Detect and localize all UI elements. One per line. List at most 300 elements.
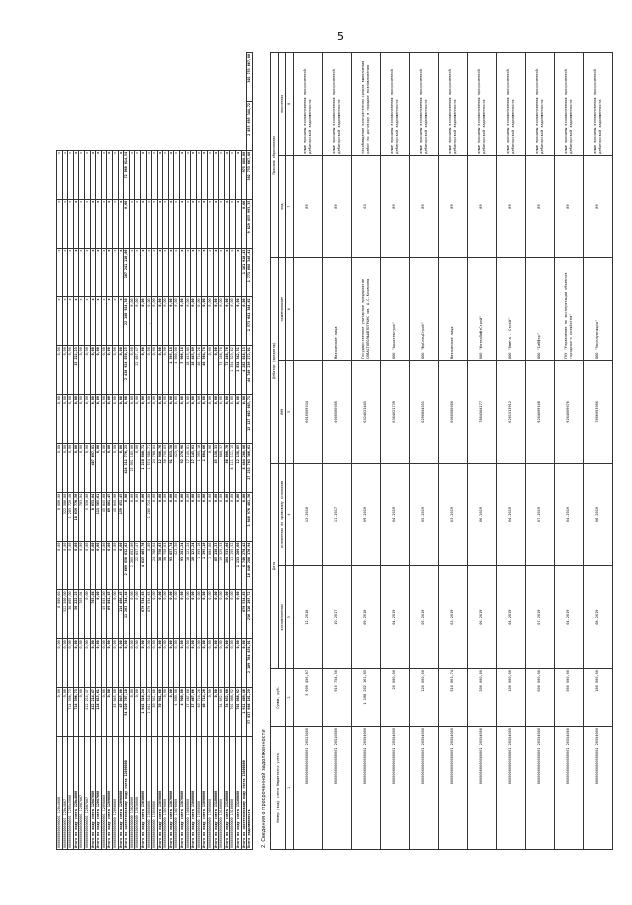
amount-cell: x — [163, 150, 169, 199]
amount-cell: 0,00 — [224, 590, 230, 639]
reason-code-cell: 89 — [322, 155, 351, 258]
amount-cell: 0,00 — [191, 395, 197, 444]
amount-cell: 0,00 — [157, 492, 163, 541]
amount-cell: 0,00 — [135, 492, 141, 541]
amount-cell: x — [101, 248, 107, 297]
amount-cell: 22 657,47 — [135, 541, 141, 590]
amount-cell: x — [107, 199, 113, 248]
amount-cell: 0,00 — [101, 639, 107, 688]
amount-cell: 17 145,01 — [191, 443, 197, 492]
amount-cell: 0,00 — [236, 297, 242, 346]
amount-cell: 1 285 724,00 — [146, 492, 152, 541]
amount-cell: 10 039 776,50 — [73, 492, 79, 541]
amount-cell: 0,00 — [213, 590, 219, 639]
amount-cell: 0,00 — [185, 297, 191, 346]
date-due-cell: 04.2019 — [496, 463, 525, 566]
amount-cell: 0,00 — [118, 346, 124, 395]
account-code-cell: Итого по коду счета 120ь4000 — [73, 737, 79, 850]
amount-cell: 0,00 — [191, 590, 197, 639]
amount-cell: 1 604,66 — [202, 443, 208, 492]
amount-cell: 0,00 — [107, 639, 113, 688]
amount-cell: x — [73, 150, 79, 199]
amount-cell: 0,00 — [62, 541, 68, 590]
overdue-row — [322, 53, 351, 850]
amount-cell: 0,00 — [140, 492, 146, 541]
account-code-cell: 00000000000000 13090000 — [196, 737, 202, 850]
amount-cell: 1 395,18 — [196, 541, 202, 590]
amount-cell: 86 006,70 — [224, 443, 230, 492]
reason-code-cell: 89 — [554, 155, 583, 258]
amount-cell: 0,00 — [140, 346, 146, 395]
col-explanation: пояснения — [278, 53, 286, 156]
amount-cell: 0,00 — [135, 395, 141, 444]
inn-cell: 6324021445 — [351, 361, 380, 464]
amount-cell: x — [90, 248, 96, 297]
amount-cell: 0,00 — [79, 346, 85, 395]
sum-cell: 3 909 456,87 — [293, 669, 322, 727]
amount-cell: 703,04 — [90, 590, 96, 639]
amount-cell: 0,00 — [224, 297, 230, 346]
amount-cell: 0,00 — [135, 297, 141, 346]
amount-cell: 1 354 323,62 — [230, 346, 236, 395]
inn-cell: 9204009108 — [525, 361, 554, 464]
amount-cell: x — [112, 297, 118, 346]
sum-cell: 180 000,00 — [583, 669, 612, 727]
amount-cell: 1 395,18 — [168, 346, 174, 395]
amount-cell: x — [224, 150, 230, 199]
amount-cell: x — [84, 248, 90, 297]
amount-cell: x — [202, 199, 208, 248]
amount-cell: x — [96, 248, 102, 297]
sheet-content — [56, 52, 602, 850]
amount-cell: 0,00 — [146, 346, 152, 395]
account-code-cell: 000000000000000 13080000 — [185, 737, 191, 850]
amount-cell: x — [135, 248, 141, 297]
amount-cell: 0,00 — [163, 492, 169, 541]
amount-cell: 0,00 — [163, 395, 169, 444]
amount-cell: 0,00 — [73, 443, 79, 492]
amount-cell: 2 055 895 344,72 — [247, 102, 253, 151]
amount-cell: 0,00 — [208, 346, 214, 395]
account-code-cell: 00000000000000001 20554000 — [583, 727, 612, 850]
reason-text-cell: иные причины возникновения просроченной дебиторской задолженности — [554, 53, 583, 156]
reason-text-cell: несоблюдение контрагентом сроков выполнения работ по договору в порядке возникновения — [351, 53, 380, 156]
amount-cell: 69 861,45 — [107, 492, 113, 541]
reason-text-cell: иные причины возникновения просроченной дебиторской задолженности — [322, 53, 351, 156]
amount-cell: 0,00 — [96, 346, 102, 395]
amount-cell: 0,00 — [129, 395, 135, 444]
account-code-cell: Итого по коду счета 12087600 — [96, 737, 102, 850]
amount-cell: x — [73, 297, 79, 346]
account-code-cell: Итого по коду счета 13090000 — [202, 737, 208, 850]
amount-cell: 0,00 — [79, 688, 85, 737]
amount-cell: x — [208, 248, 214, 297]
amount-cell: 2 109 704 854,01 — [247, 639, 253, 688]
debtor-name-cell: Физические лица — [322, 258, 351, 361]
column-number: 5 — [286, 361, 294, 464]
amount-cell: x — [62, 297, 68, 346]
amount-cell: x — [146, 150, 152, 199]
sum-cell: 100 000,00 — [496, 669, 525, 727]
amount-cell: 0,00 — [101, 395, 107, 444]
amount-cell: x — [118, 150, 124, 199]
amount-cell: 15 222,23 — [73, 346, 79, 395]
amount-cell: 38 750,63 — [163, 541, 169, 590]
account-code-cell: 000000000000000 13090000 — [208, 737, 214, 850]
amount-cell: 0,00 — [124, 395, 130, 444]
amount-cell: 0,00 — [112, 590, 118, 639]
reason-code-cell: 89 — [293, 155, 322, 258]
sum-cell: 120 000,00 — [409, 669, 438, 727]
amount-cell: 18 443,89 — [191, 346, 197, 395]
amount-cell: 714 396,73 — [73, 688, 79, 737]
amount-cell: 0,00 — [140, 395, 146, 444]
amount-cell: 0,00 — [174, 639, 180, 688]
amount-cell: 322 500,00 — [62, 590, 68, 639]
amount-cell: 0,00 — [68, 443, 74, 492]
amount-cell: 0,00 — [135, 590, 141, 639]
amount-cell: 0,00 — [163, 639, 169, 688]
reason-text-cell: иные причины возникновения просроченной дебиторской задолженности — [525, 53, 554, 156]
amount-cell: 0,00 — [79, 639, 85, 688]
amount-cell: x — [146, 199, 152, 248]
reason-code-cell: 89 — [525, 155, 554, 258]
amount-cell: 0,00 — [62, 688, 68, 737]
account-code-cell: 00000000000000001 12087667 — [79, 737, 85, 850]
amount-cell: 0,00 — [107, 395, 113, 444]
amount-cell: 8 484 206,86 — [241, 443, 247, 492]
amount-cell: 0,00 — [180, 639, 186, 688]
amount-cell: 0,00 — [185, 395, 191, 444]
amount-cell: x — [224, 248, 230, 297]
account-code-cell: 000000000000000 13070000 — [163, 737, 169, 850]
amount-cell: x — [174, 150, 180, 199]
amount-cell: x — [118, 248, 124, 297]
amount-cell: 0,00 — [224, 492, 230, 541]
amount-cell: x — [107, 297, 113, 346]
amount-cell: x — [96, 199, 102, 248]
account-code-cell: 00000000000000 13050000 — [146, 737, 152, 850]
amount-cell: 0,00 — [62, 443, 68, 492]
debtor-name-cell — [293, 258, 322, 361]
column-number: 1 — [286, 727, 294, 850]
amount-cell: x — [107, 150, 113, 199]
amount-cell: 4 900,00 — [174, 688, 180, 737]
amount-cell: 0,00 — [57, 443, 63, 492]
amount-cell: x — [68, 248, 74, 297]
amount-cell: 5 350,00 — [84, 492, 90, 541]
amount-cell: x — [129, 199, 135, 248]
amount-cell: 0,00 — [185, 639, 191, 688]
account-code-cell: Итого по коду счета 13070000 — [180, 737, 186, 850]
reason-text-cell: иные причины возникновения просроченной дебиторской задолженности — [438, 53, 467, 156]
amount-cell: 50 941,66 — [152, 688, 158, 737]
amount-cell: 1 203 729,48 — [68, 492, 74, 541]
column-number: 2 — [286, 669, 294, 727]
amount-cell: 0,00 — [129, 688, 135, 737]
amount-cell: x — [62, 199, 68, 248]
amount-cell: 4 900,00 — [174, 346, 180, 395]
amount-cell: 0,00 — [118, 443, 124, 492]
amount-cell: 114 408,45 — [118, 590, 124, 639]
amount-cell: 93 857,74 — [168, 541, 174, 590]
reason-text-cell: иные причины возникновения просроченной дебиторской задолженности — [583, 53, 612, 156]
amount-cell: x — [157, 150, 163, 199]
inn-cell: 6201513912 — [496, 361, 525, 464]
amount-cell: 0,00 — [219, 297, 225, 346]
date-origin-cell: 05.2019 — [409, 566, 438, 669]
amount-cell: 975 888,00 — [241, 150, 247, 199]
amount-cell: x — [196, 199, 202, 248]
amount-cell: 0,00 — [163, 590, 169, 639]
amount-cell: x — [168, 248, 174, 297]
col-date-due: исполнения по правовому основанию — [278, 463, 286, 566]
amount-cell: 0,00 — [208, 395, 214, 444]
amount-cell: 0,00 — [152, 395, 158, 444]
amount-cell: 714 396,73 — [68, 688, 74, 737]
amount-cell: 38 750,63 — [157, 541, 163, 590]
account-code-cell: 000000000000000 12096660 — [112, 737, 118, 850]
account-code-cell: 0000000000000000 13020000 — [129, 737, 135, 850]
scan-mark: · — [149, 321, 151, 328]
debtor-name-cell: Государственное унитарное предприятие СЕВАСТОПОЛЬАВТОТРАНС им. А.С.Кочерина — [351, 258, 380, 361]
overdue-row — [525, 53, 554, 850]
amount-cell: 302 753 667,00 — [247, 53, 253, 102]
amount-cell: 0,00 — [79, 395, 85, 444]
amount-cell: 0,00 — [157, 395, 163, 444]
account-code-cell: Итого по коду счета 12096000 — [118, 737, 124, 850]
amount-cell: x — [213, 150, 219, 199]
overdue-row — [496, 53, 525, 850]
date-due-cell: 04.2019 — [380, 463, 409, 566]
amount-cell: 11 203 744,44 — [124, 590, 130, 639]
amount-cell: x — [140, 199, 146, 248]
amount-cell: 45 045,00 — [101, 492, 107, 541]
page-number: 5 — [337, 30, 344, 43]
amount-cell: 0,00 — [96, 541, 102, 590]
account-code-cell: 000000000000001 120ь4667 — [62, 737, 68, 850]
amount-cell: 0,00 — [129, 297, 135, 346]
overdue-row — [409, 53, 438, 850]
date-due-cell: 06.2019 — [467, 463, 496, 566]
inn-cell: 0000000000 — [322, 361, 351, 464]
account-code-cell: 00000000000000001 20554000 — [554, 727, 583, 850]
amount-cell: 0,00 — [84, 639, 90, 688]
amount-cell: x — [112, 199, 118, 248]
amount-cell: 0,00 — [140, 639, 146, 688]
amount-cell: x — [208, 150, 214, 199]
amount-cell: 0,00 — [62, 639, 68, 688]
amount-cell: 0,00 — [191, 297, 197, 346]
account-code-cell: 000000000000000 13100000 — [230, 737, 236, 850]
amount-cell: 18 121,24 — [191, 541, 197, 590]
col-name: наименование — [278, 258, 286, 361]
amount-cell: 0,00 — [68, 395, 74, 444]
amount-cell: x — [236, 150, 242, 199]
amount-cell: 40 714,26 — [202, 688, 208, 737]
date-origin-cell: 09.2018 — [351, 566, 380, 669]
amount-cell: x — [73, 199, 79, 248]
amount-cell: 302 753 667,00 — [247, 150, 253, 199]
amount-cell: 0,00 — [62, 346, 68, 395]
amount-cell: 0,00 — [163, 346, 169, 395]
amount-cell: 0,00 — [157, 297, 163, 346]
amount-cell: 0,00 — [180, 492, 186, 541]
amount-cell: x — [101, 297, 107, 346]
amount-cell: 0,00 — [57, 639, 63, 688]
account-code-cell: 00000000000000001 20554000 — [467, 727, 496, 850]
debtor-name-cell: ООО "Сибфэр" — [525, 258, 554, 361]
amount-cell: x — [84, 297, 90, 346]
amount-cell: 69 861,45 — [107, 590, 113, 639]
date-origin-cell: 04.2019 — [496, 566, 525, 669]
amount-cell: 2 438 924 030,25 — [124, 346, 130, 395]
amount-cell: x — [180, 199, 186, 248]
amount-cell: 36 605,00 — [68, 590, 74, 639]
amount-cell: 0,00 — [112, 395, 118, 444]
amount-cell: 0,00 — [241, 639, 247, 688]
column-number: 4 — [286, 463, 294, 566]
amount-cell: 6 053,04 — [90, 492, 96, 541]
account-code-cell: Итого по коду счета 13100000 — [224, 737, 230, 850]
amount-cell: x — [213, 199, 219, 248]
amount-cell: 18 121,24 — [185, 541, 191, 590]
amount-cell: 0,00 — [118, 395, 124, 444]
amount-cell: 0,00 — [230, 492, 236, 541]
amount-cell: 0,00 — [96, 639, 102, 688]
amount-cell: x — [79, 150, 85, 199]
inn-cell: 7806093060 — [583, 361, 612, 464]
debtor-name-cell: ООО "Архитектура" — [380, 258, 409, 361]
account-code-cell: 00000000000000001 20554000 — [380, 727, 409, 850]
amount-cell: 38 750,63 — [163, 443, 169, 492]
account-code-cell: Итого по коду счета 13100000 — [213, 737, 219, 850]
date-due-cell: 11.2017 — [322, 463, 351, 566]
amount-cell: 0,00 — [208, 297, 214, 346]
amount-cell: 113 565,61 — [96, 492, 102, 541]
amount-cell: 0,00 — [163, 297, 169, 346]
amount-cell: 4 282 018,13 — [241, 346, 247, 395]
amount-cell: 0,00 — [219, 492, 225, 541]
amount-cell: 0,00 — [202, 395, 208, 444]
amount-cell: 40 714,26 — [196, 688, 202, 737]
amount-cell: 2 669 856 632,62 — [124, 541, 130, 590]
amount-cell: 0,00 — [68, 639, 74, 688]
amount-cell: 0,00 — [213, 492, 219, 541]
amount-cell: x — [118, 199, 124, 248]
amount-cell: 703,04 — [79, 492, 85, 541]
amount-cell: 73 168,76 — [219, 346, 225, 395]
amount-cell: x — [152, 248, 158, 297]
amount-cell: x — [129, 150, 135, 199]
amount-cell: 0,00 — [84, 443, 90, 492]
amount-cell: 868,37 — [219, 443, 225, 492]
account-code-cell: Итого по коду счета 13030000 — [140, 737, 146, 850]
amount-cell: 0,00 — [168, 688, 174, 737]
reason-text-cell: иные причины возникновения просроченной дебиторской задолженности — [380, 53, 409, 156]
rotated-sheet — [56, 52, 602, 850]
amount-cell: 0,00 — [236, 492, 242, 541]
amount-cell: 15 137 662 085,71 — [247, 395, 253, 444]
amount-cell: 0,00 — [202, 492, 208, 541]
amount-cell: 45 045,00 — [101, 590, 107, 639]
amount-cell: 8 000,00 — [57, 590, 63, 639]
account-code-cell: 00000000000000001 20554000 — [525, 727, 554, 850]
amount-cell: 12 986,76 — [157, 443, 163, 492]
amount-cell: 0,00 — [219, 639, 225, 688]
amount-cell: 0,00 — [62, 395, 68, 444]
amount-cell: x — [202, 248, 208, 297]
amount-cell: x — [174, 199, 180, 248]
amount-cell: x — [57, 150, 63, 199]
section-2-title: 2. Сведения о просроченной задолженности — [261, 729, 267, 848]
amount-cell: x — [196, 150, 202, 199]
amount-cell: 0,00 — [140, 297, 146, 346]
amount-cell: 4 615 463,76 — [140, 541, 146, 590]
amount-cell: 0,00 — [96, 590, 102, 639]
amount-cell: 0,00 — [146, 541, 152, 590]
amount-cell: 0,00 — [68, 541, 74, 590]
amount-cell: 679 534,83 — [146, 590, 152, 639]
amount-cell: 0,00 — [185, 492, 191, 541]
account-code-cell: Итого по коду счета 13100000 — [236, 737, 242, 850]
amount-cell: 0,00 — [68, 346, 74, 395]
col-account: Номер (код) счета бюджетного учета — [271, 727, 286, 850]
inn-cell: 0290804051 — [409, 361, 438, 464]
amount-cell: x — [180, 150, 186, 199]
amount-cell: 0,00 — [168, 395, 174, 444]
amount-cell: 0,00 — [196, 492, 202, 541]
amount-cell: 0,00 — [73, 639, 79, 688]
amount-cell: 0,00 — [230, 590, 236, 639]
amount-cell: x — [230, 248, 236, 297]
amount-cell: x — [152, 150, 158, 199]
col-inn: ИНН — [278, 361, 286, 464]
amount-cell: x — [174, 248, 180, 297]
amount-cell: 0,00 — [174, 492, 180, 541]
amount-cell: 0,00 — [118, 639, 124, 688]
amount-cell: 50 941,66 — [157, 688, 163, 737]
amount-cell: 1 395,18 — [196, 443, 202, 492]
account-code-cell: Итого по коду счета 13050000 — [157, 737, 163, 850]
debtor-name-cell: ООО "Эксплуатация" — [583, 258, 612, 361]
amount-cell: 0,00 — [146, 297, 152, 346]
amount-cell: 423,50 — [174, 443, 180, 492]
amount-cell: 0,00 — [152, 492, 158, 541]
reason-code-cell: 89 — [467, 155, 496, 258]
account-code-cell: 00000000000000001 20554000 — [409, 727, 438, 850]
amount-cell: 0,00 — [208, 639, 214, 688]
date-origin-cell: 06.2019 — [467, 566, 496, 669]
account-code-cell: 00000000000000001 20554000 — [351, 727, 380, 850]
amount-cell: x — [96, 297, 102, 346]
amount-cell: x — [90, 199, 96, 248]
reason-text-cell: иные причины возникновения просроченной дебиторской задолженности — [409, 53, 438, 156]
amount-cell: x — [185, 199, 191, 248]
amount-cell: 322 500,00 — [62, 492, 68, 541]
amount-cell: x — [84, 199, 90, 248]
amount-cell: 24 788,64 — [152, 541, 158, 590]
date-origin-cell: 03.2019 — [438, 566, 467, 669]
amount-cell: 1 041 316,24 — [146, 688, 152, 737]
overdue-row — [380, 53, 409, 850]
amount-cell: 0,00 — [191, 639, 197, 688]
reason-text-cell: иные причины возникновения просроченной дебиторской задолженности — [293, 53, 322, 156]
amount-cell: 92 276,98 — [180, 443, 186, 492]
amount-cell: 0,00 — [196, 590, 202, 639]
account-code-cell: 00000000000000001 20554000 — [496, 727, 525, 850]
date-due-cell: 05.2019 — [409, 463, 438, 566]
